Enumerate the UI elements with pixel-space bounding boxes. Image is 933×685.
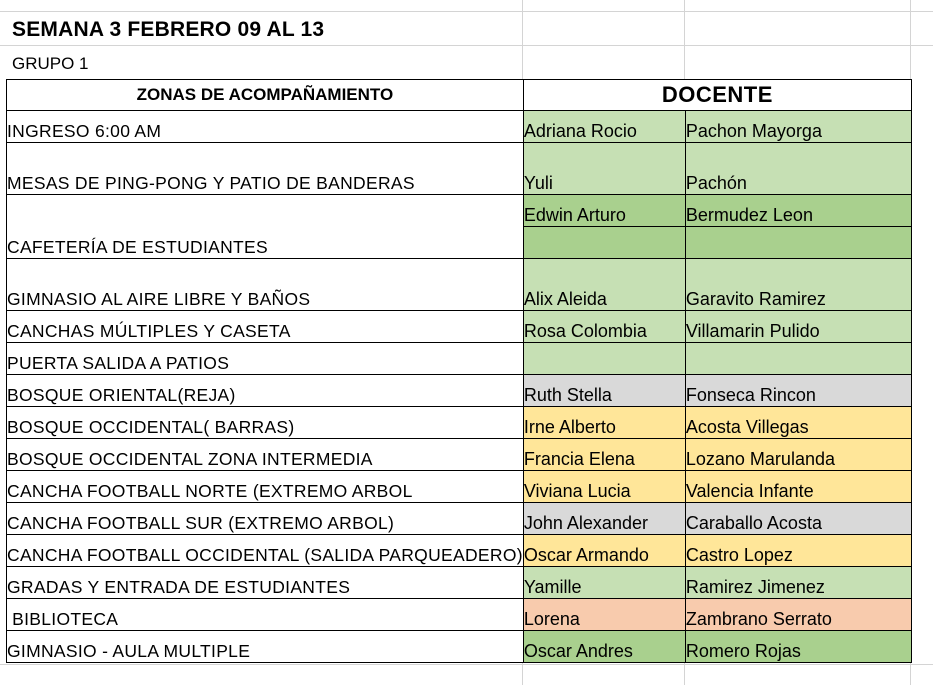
first-name-cell[interactable]: Alix Aleida [523,259,685,311]
table-row [7,343,912,375]
first-name-cell[interactable]: Oscar Andres [523,631,685,663]
table-row [7,503,912,535]
first-name-cell[interactable]: Yamille [523,567,685,599]
first-name-cell[interactable]: Francia Elena [523,439,685,471]
last-name-cell[interactable]: Zambrano Serrato [685,599,911,631]
first-name-cell[interactable] [523,227,685,259]
first-name-cell[interactable]: Oscar Armando [523,535,685,567]
zone-cell[interactable]: INGRESO 6:00 AM [7,111,524,143]
zone-cell[interactable]: BOSQUE ORIENTAL(REJA) [7,375,524,407]
zone-cell[interactable]: CANCHA FOOTBALL SUR (EXTREMO ARBOL) [7,503,524,535]
last-name-cell[interactable] [685,227,911,259]
group-label[interactable]: GRUPO 1 [12,54,89,73]
zone-cell[interactable]: BOSQUE OCCIDENTAL( BARRAS) [7,407,524,439]
last-name-cell[interactable]: Bermudez Leon [685,195,911,227]
last-name-cell[interactable]: Acosta Villegas [685,407,911,439]
last-name-cell[interactable]: Ramirez Jimenez [685,567,911,599]
table-row [7,311,912,343]
table-row [7,111,912,143]
first-name-cell[interactable]: Edwin Arturo [523,195,685,227]
zone-cell[interactable]: GIMNASIO - AULA MULTIPLE [7,631,524,663]
page-title[interactable]: SEMANA 3 FEBRERO 09 AL 13 [12,18,325,41]
grid-row-line [0,664,933,665]
table-row [7,631,912,663]
zone-cell[interactable]: BIBLIOTECA [7,599,524,631]
first-name-cell[interactable]: Lorena [523,599,685,631]
grid-row-line [0,11,933,12]
first-name-cell[interactable]: Viviana Lucia [523,471,685,503]
grid-row-line [0,45,933,46]
first-name-cell[interactable]: Ruth Stella [523,375,685,407]
last-name-cell[interactable]: Romero Rojas [685,631,911,663]
last-name-cell[interactable]: Villamarin Pulido [685,311,911,343]
last-name-cell[interactable]: Caraballo Acosta [685,503,911,535]
zone-cell[interactable]: CANCHA FOOTBALL NORTE (EXTREMO ARBOL [7,471,524,503]
zone-cell[interactable]: CANCHAS MÚLTIPLES Y CASETA [7,311,524,343]
first-name-cell[interactable] [523,343,685,375]
table-row [7,439,912,471]
last-name-cell[interactable]: Garavito Ramirez [685,259,911,311]
table-row [7,407,912,439]
first-name-cell[interactable]: Adriana Rocio [523,111,685,143]
zone-cell[interactable]: BOSQUE OCCIDENTAL ZONA INTERMEDIA [7,439,524,471]
schedule-table [6,79,912,663]
zone-cell[interactable]: GIMNASIO AL AIRE LIBRE Y BAÑOS [7,259,524,311]
table-row [7,567,912,599]
last-name-cell[interactable] [685,343,911,375]
table-row [7,535,912,567]
zone-cell[interactable]: CANCHA FOOTBALL OCCIDENTAL (SALIDA PARQUEADERO) [7,535,524,567]
table-row [7,375,912,407]
header-row [7,80,912,111]
last-name-cell[interactable]: Castro Lopez [685,535,911,567]
first-name-cell[interactable]: Irne Alberto [523,407,685,439]
last-name-cell[interactable]: Pachon Mayorga [685,111,911,143]
teacher-header[interactable]: DOCENTE [523,80,911,111]
first-name-cell[interactable]: Yuli [523,143,685,195]
zone-cell[interactable]: GRADAS Y ENTRADA DE ESTUDIANTES [7,567,524,599]
table-row [7,143,912,195]
zone-cell[interactable]: PUERTA SALIDA A PATIOS [7,343,524,375]
zone-cell[interactable]: MESAS DE PING-PONG Y PATIO DE BANDERAS [7,143,524,195]
last-name-cell[interactable]: Pachón [685,143,911,195]
table-row [7,599,912,631]
table-row [7,259,912,311]
first-name-cell[interactable]: Rosa Colombia [523,311,685,343]
zone-header[interactable]: ZONAS DE ACOMPAÑAMIENTO [7,80,524,111]
first-name-cell[interactable]: John Alexander [523,503,685,535]
table-row [7,195,912,227]
zone-cell[interactable]: CAFETERÍA DE ESTUDIANTES [7,195,524,259]
table-row [7,471,912,503]
last-name-cell[interactable]: Valencia Infante [685,471,911,503]
last-name-cell[interactable]: Lozano Marulanda [685,439,911,471]
last-name-cell[interactable]: Fonseca Rincon [685,375,911,407]
